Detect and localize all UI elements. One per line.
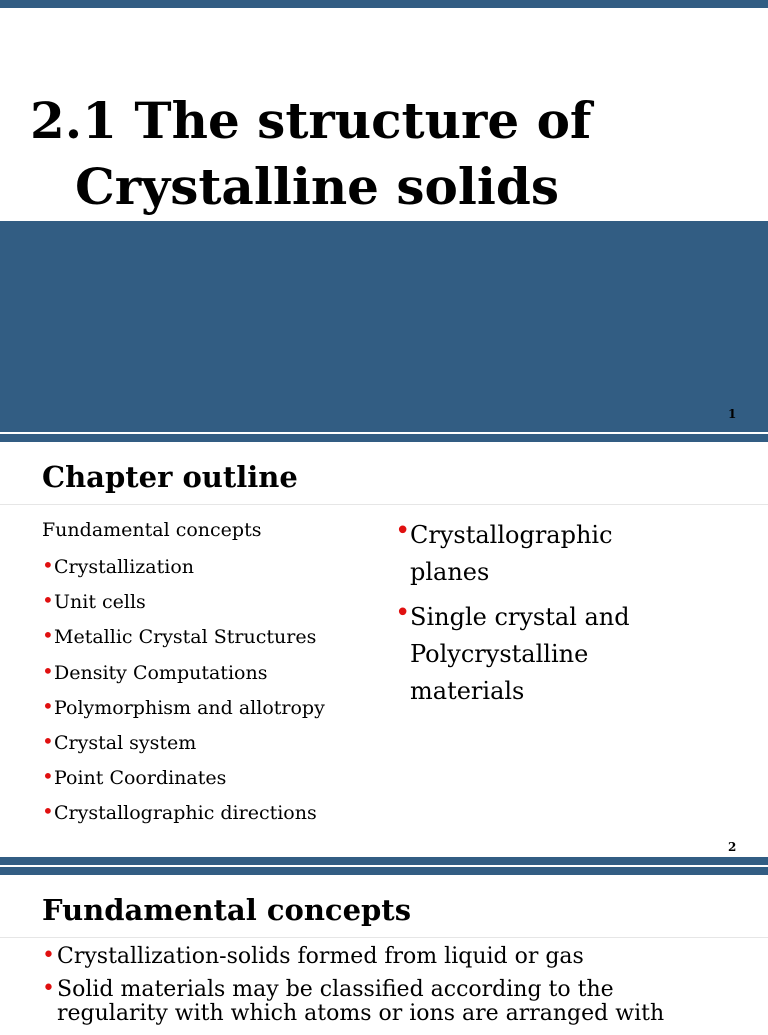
title-band bbox=[0, 221, 768, 432]
slide-divider-1 bbox=[0, 434, 768, 442]
bullet-icon: • bbox=[42, 943, 55, 968]
heading-rule bbox=[0, 504, 768, 505]
list-item: • Single crystal and Polycrystalline materials bbox=[395, 599, 665, 710]
bullet-icon: • bbox=[42, 588, 54, 613]
page-number-1: 1 bbox=[728, 407, 737, 421]
list-item: • Polymorphism and allotropy bbox=[42, 693, 325, 719]
bullet-icon: • bbox=[42, 658, 54, 683]
list-item: • Crystal system bbox=[42, 728, 197, 754]
fundamental-list bbox=[42, 945, 692, 1035]
bullet-icon: • bbox=[395, 516, 411, 546]
bullet-icon: • bbox=[395, 598, 411, 628]
heading-rule bbox=[0, 937, 768, 938]
list-item: • Unit cells bbox=[42, 588, 146, 614]
slide-divider-2a bbox=[0, 857, 768, 865]
list-item: • Crystallization bbox=[42, 553, 195, 578]
list-item: • Density Computations bbox=[42, 658, 268, 684]
list-item: • Crystallographic planes bbox=[395, 517, 665, 591]
fundamental-concepts-heading: Fundamental concepts bbox=[42, 893, 412, 927]
list-item: • Crystallographic directions bbox=[42, 799, 317, 825]
bullet-icon: • bbox=[42, 693, 54, 718]
title-line-1: 2.1 The structure of bbox=[30, 91, 592, 150]
outline-left-list bbox=[42, 555, 325, 837]
list-item: • Point Coordinates bbox=[42, 764, 227, 790]
chapter-outline-heading: Chapter outline bbox=[42, 460, 298, 494]
outline-right-list bbox=[395, 517, 665, 718]
bullet-icon: • bbox=[42, 728, 54, 753]
bullet-icon: • bbox=[42, 623, 54, 648]
slide-divider-2b bbox=[0, 867, 768, 875]
title-line-2: Crystalline solids bbox=[75, 157, 559, 216]
bullet-icon: • bbox=[42, 553, 54, 577]
outline-intro: Fundamental concepts bbox=[42, 519, 262, 541]
bullet-icon: • bbox=[42, 764, 54, 789]
slide-title bbox=[30, 88, 591, 220]
list-item: • Crystallization-solids formed from liquid or gas bbox=[42, 943, 584, 969]
list-item: • Solid materials may be classified according to the regularity with which atoms or ions are arranged with bbox=[42, 976, 665, 1026]
bullet-icon: • bbox=[42, 799, 54, 824]
bullet-icon: • bbox=[42, 976, 55, 1001]
top-accent-bar bbox=[0, 0, 768, 8]
list-item: • Metallic Crystal Structures bbox=[42, 623, 317, 649]
page-number-2: 2 bbox=[728, 840, 737, 854]
